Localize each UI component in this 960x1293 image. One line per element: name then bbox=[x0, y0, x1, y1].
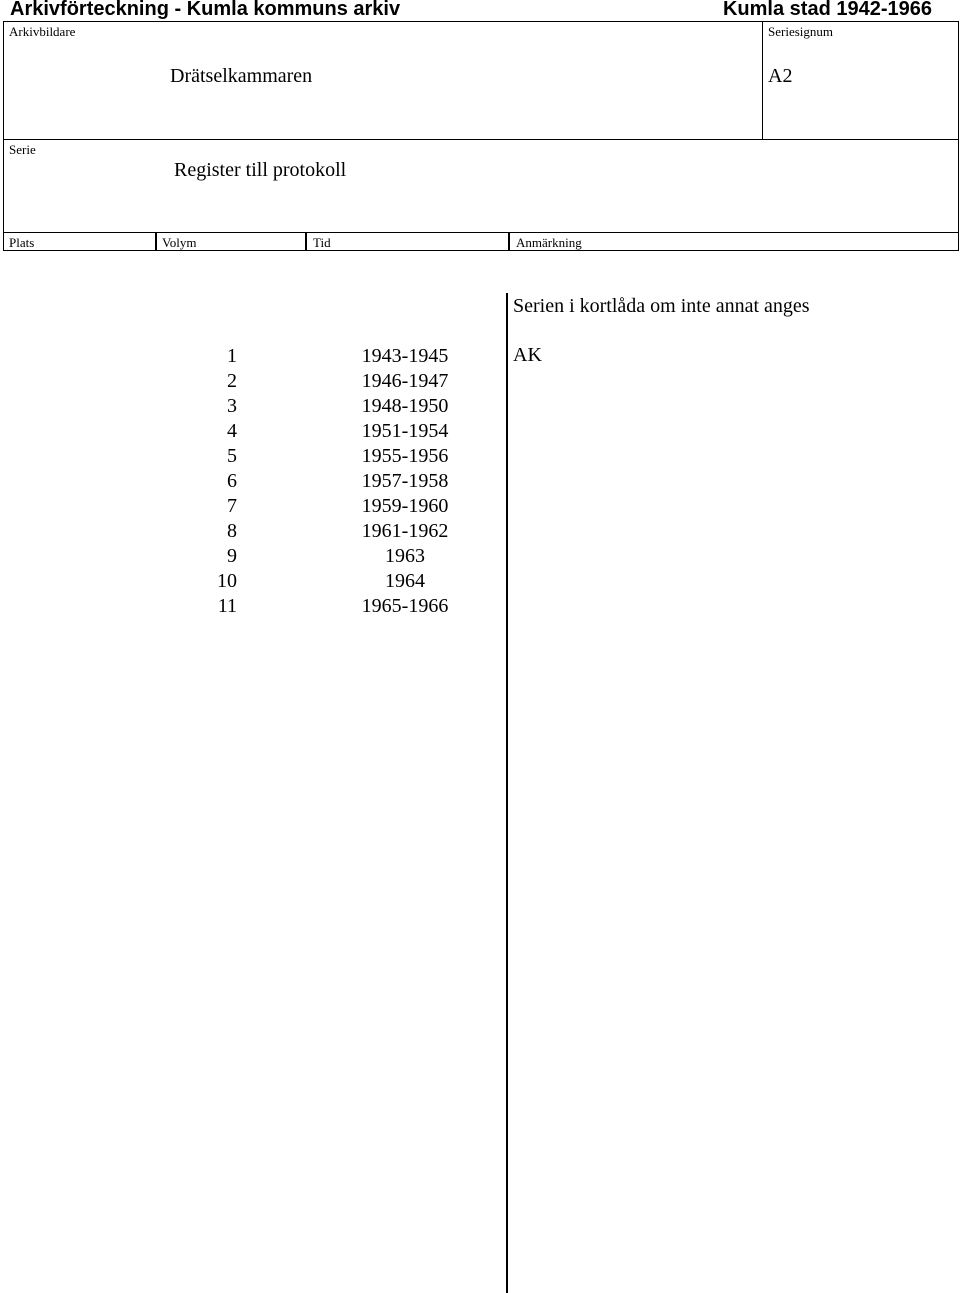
table-row bbox=[0, 394, 500, 419]
volume-number: 10 bbox=[217, 570, 237, 592]
serie-box bbox=[3, 139, 959, 233]
series-note: Serien i kortlåda om inte annat anges bbox=[513, 295, 810, 317]
column-divider bbox=[155, 232, 157, 251]
volume-period: 1963 bbox=[385, 545, 425, 567]
column-volym: Volym bbox=[162, 235, 197, 250]
volume-period: 1959-1960 bbox=[361, 495, 449, 517]
volume-number: 11 bbox=[217, 595, 237, 617]
volume-period: 1946-1947 bbox=[361, 370, 449, 392]
table-row bbox=[0, 494, 500, 519]
table-row bbox=[0, 369, 500, 394]
volume-period: 1961-1962 bbox=[361, 520, 449, 542]
serie-label: Serie bbox=[9, 142, 36, 157]
volume-number: 6 bbox=[227, 470, 237, 492]
table-row bbox=[0, 544, 500, 569]
table-row bbox=[0, 519, 500, 544]
arkivbildare-box bbox=[3, 21, 763, 140]
page-title: Arkivförteckning - Kumla kommuns arkiv bbox=[10, 0, 401, 20]
table-row bbox=[0, 444, 500, 469]
volume-period: 1951-1954 bbox=[361, 420, 449, 442]
seriesignum-value: A2 bbox=[768, 65, 793, 87]
table-row bbox=[0, 469, 500, 494]
volume-period: 1948-1950 bbox=[361, 395, 449, 417]
arkivbildare-value: Drätselkammaren bbox=[170, 65, 313, 87]
volume-number: 2 bbox=[227, 370, 237, 392]
column-plats: Plats bbox=[9, 235, 35, 250]
volume-number: 4 bbox=[227, 420, 237, 442]
table-row bbox=[0, 569, 500, 594]
seriesignum-box bbox=[762, 21, 959, 140]
volume-number: 1 bbox=[227, 345, 237, 367]
volume-number: 5 bbox=[227, 445, 237, 467]
volume-period: 1955-1956 bbox=[361, 445, 449, 467]
volume-number: 3 bbox=[227, 395, 237, 417]
table-row bbox=[0, 419, 500, 444]
seriesignum-label: Seriesignum bbox=[768, 24, 833, 39]
column-divider bbox=[305, 232, 307, 251]
volume-period: 1965-1966 bbox=[361, 595, 449, 617]
volume-number: 9 bbox=[227, 545, 237, 567]
column-anmarkning: Anmärkning bbox=[516, 235, 582, 250]
volume-number: 7 bbox=[227, 495, 237, 517]
column-separator-line bbox=[506, 293, 508, 1293]
volume-number: 8 bbox=[227, 520, 237, 542]
serie-value: Register till protokoll bbox=[174, 159, 347, 181]
volume-list bbox=[0, 344, 500, 619]
column-tid: Tid bbox=[313, 235, 331, 250]
table-row bbox=[0, 594, 500, 619]
column-header-row bbox=[3, 232, 959, 251]
location-code: AK bbox=[513, 344, 542, 366]
table-row bbox=[0, 344, 500, 369]
volume-period: 1957-1958 bbox=[361, 470, 449, 492]
volume-period: 1943-1945 bbox=[361, 345, 449, 367]
volume-period: 1964 bbox=[385, 570, 425, 592]
page-subtitle: Kumla stad 1942-1966 bbox=[722, 0, 932, 20]
column-divider bbox=[508, 232, 510, 251]
arkivbildare-label: Arkivbildare bbox=[9, 24, 76, 39]
